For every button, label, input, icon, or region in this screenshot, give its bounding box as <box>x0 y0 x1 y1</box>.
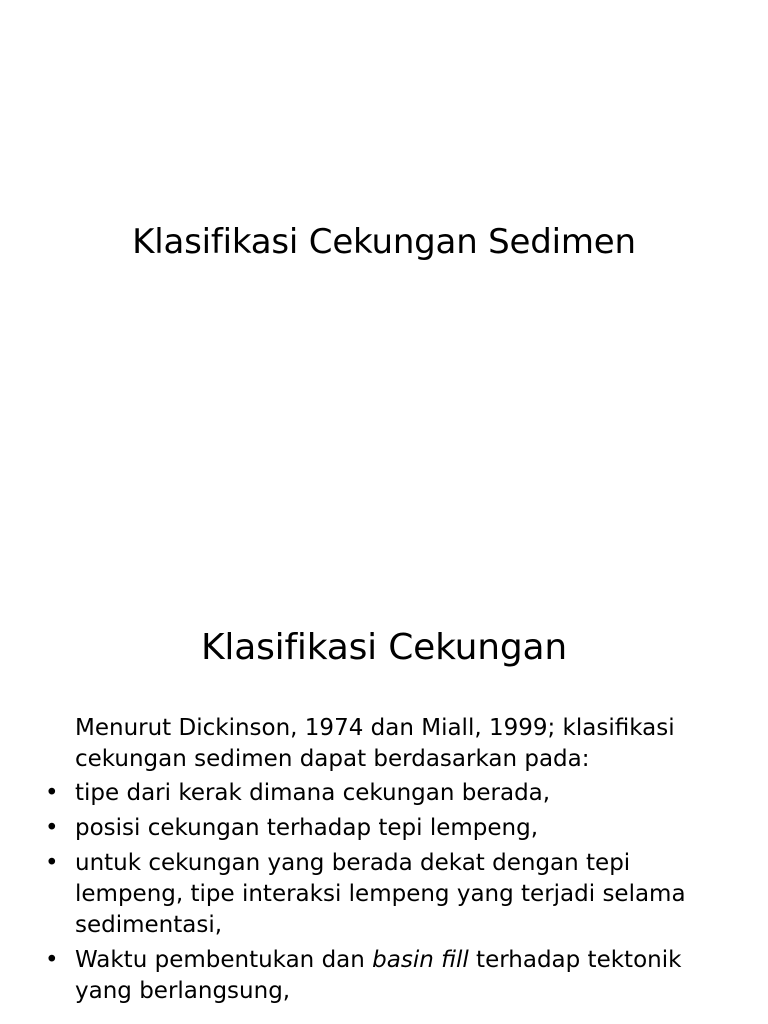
slide2-body <box>44 713 724 1011</box>
list-item-text-before: Waktu pembentukan dan <box>75 947 373 973</box>
list-item-text: posisi cekungan terhadap tepi lempeng, <box>75 815 539 841</box>
list-item <box>44 813 724 844</box>
intro-paragraph: Menurut Dickinson, 1974 dan Miall, 1999; klasifikasi cekungan sedimen dapat berdasarkan pada: <box>75 715 675 772</box>
list-item-text: tipe dari kerak dimana cekungan berada, <box>75 780 551 806</box>
bullet-icon: • <box>45 815 59 841</box>
bullet-icon: • <box>45 947 59 973</box>
slide1-title: Klasifikasi Cekungan Sedimen <box>132 222 636 262</box>
list-item <box>44 778 724 809</box>
list-item-text: untuk cekungan yang berada dekat dengan tepi lempeng, tipe interaksi lempeng yang terjadi selama sedimentasi, <box>75 850 686 938</box>
list-item-emphasis: basin fill <box>372 947 469 973</box>
slide2-title: Klasifikasi Cekungan <box>201 627 567 668</box>
bullet-icon: • <box>45 780 59 806</box>
list-item-text-after: terhadap tektonik yang berlangsung, <box>75 947 682 1004</box>
list-item <box>44 848 724 941</box>
bullet-list <box>44 778 724 1007</box>
bullet-icon: • <box>45 850 59 876</box>
list-item <box>44 945 724 1007</box>
